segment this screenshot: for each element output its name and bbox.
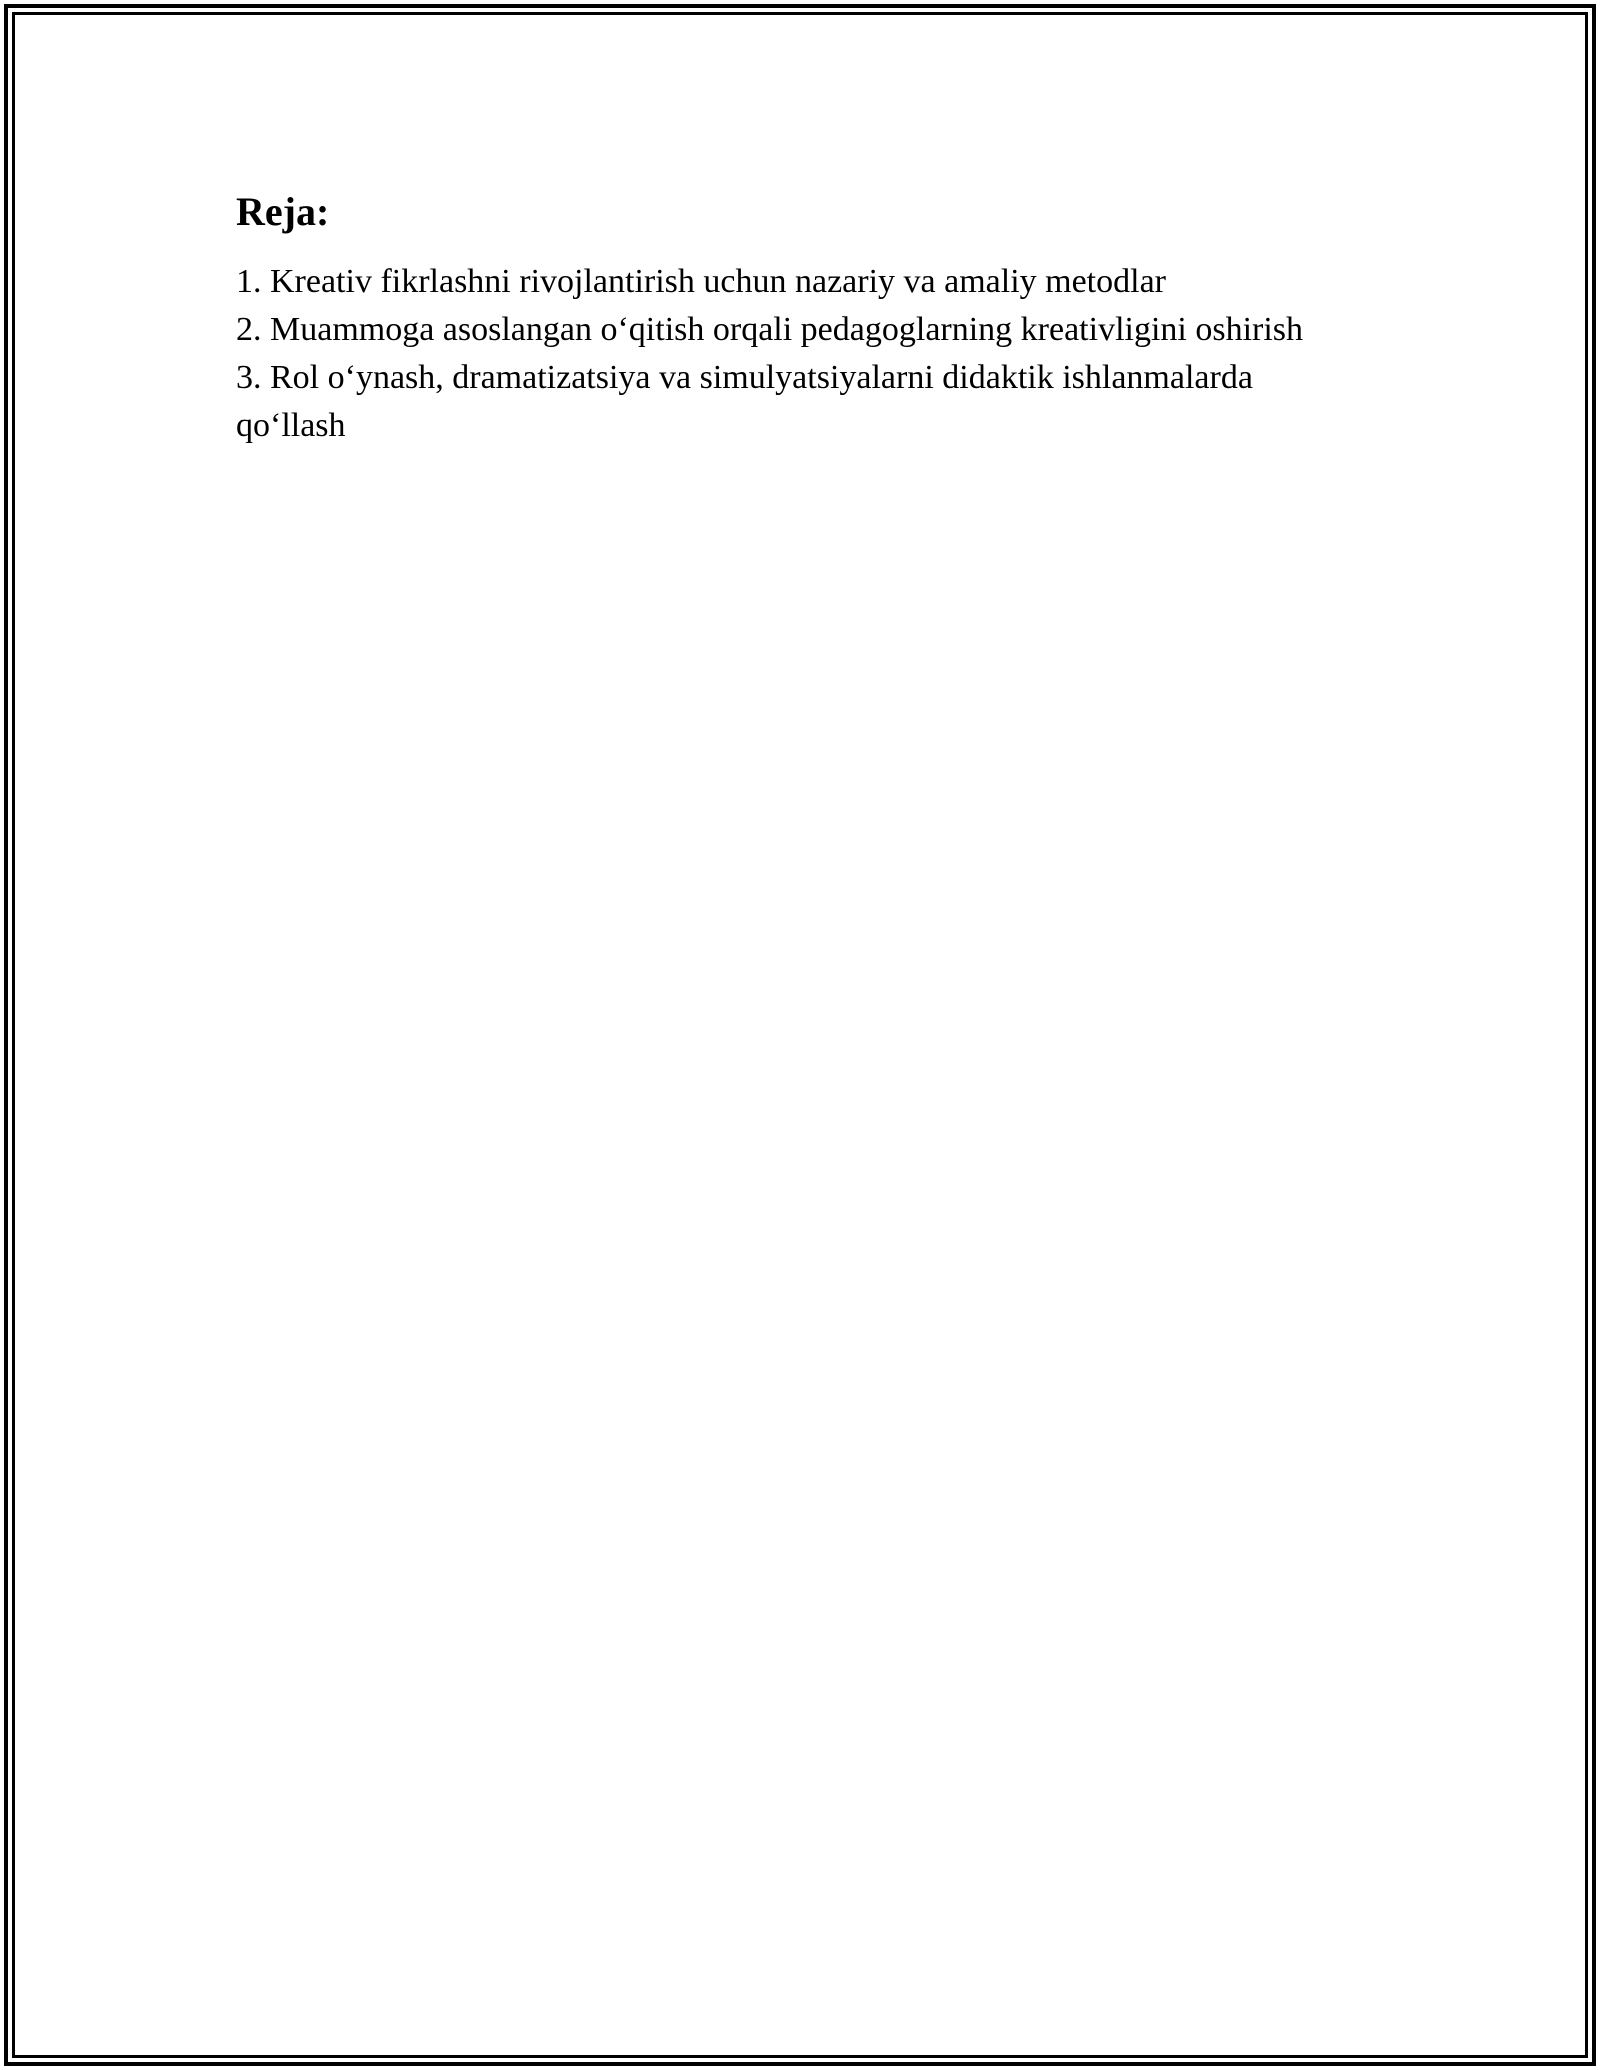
- document-body: [236, 186, 1376, 450]
- plan-list: [236, 258, 1376, 450]
- plan-heading: Reja:: [236, 189, 330, 234]
- plan-item-1: 1. Kreativ fikrlashni rivojlantirish uchun nazariy va amaliy metodlar: [236, 263, 1166, 300]
- plan-item-3: 3. Rol o‘ynash, dramatizatsiya va simulyatsiyalarni didaktik ishlanmalarda qo‘llash: [236, 359, 1253, 444]
- plan-item-2: 2. Muammoga asoslangan o‘qitish orqali pedagoglarning kreativligini oshirish: [236, 311, 1304, 348]
